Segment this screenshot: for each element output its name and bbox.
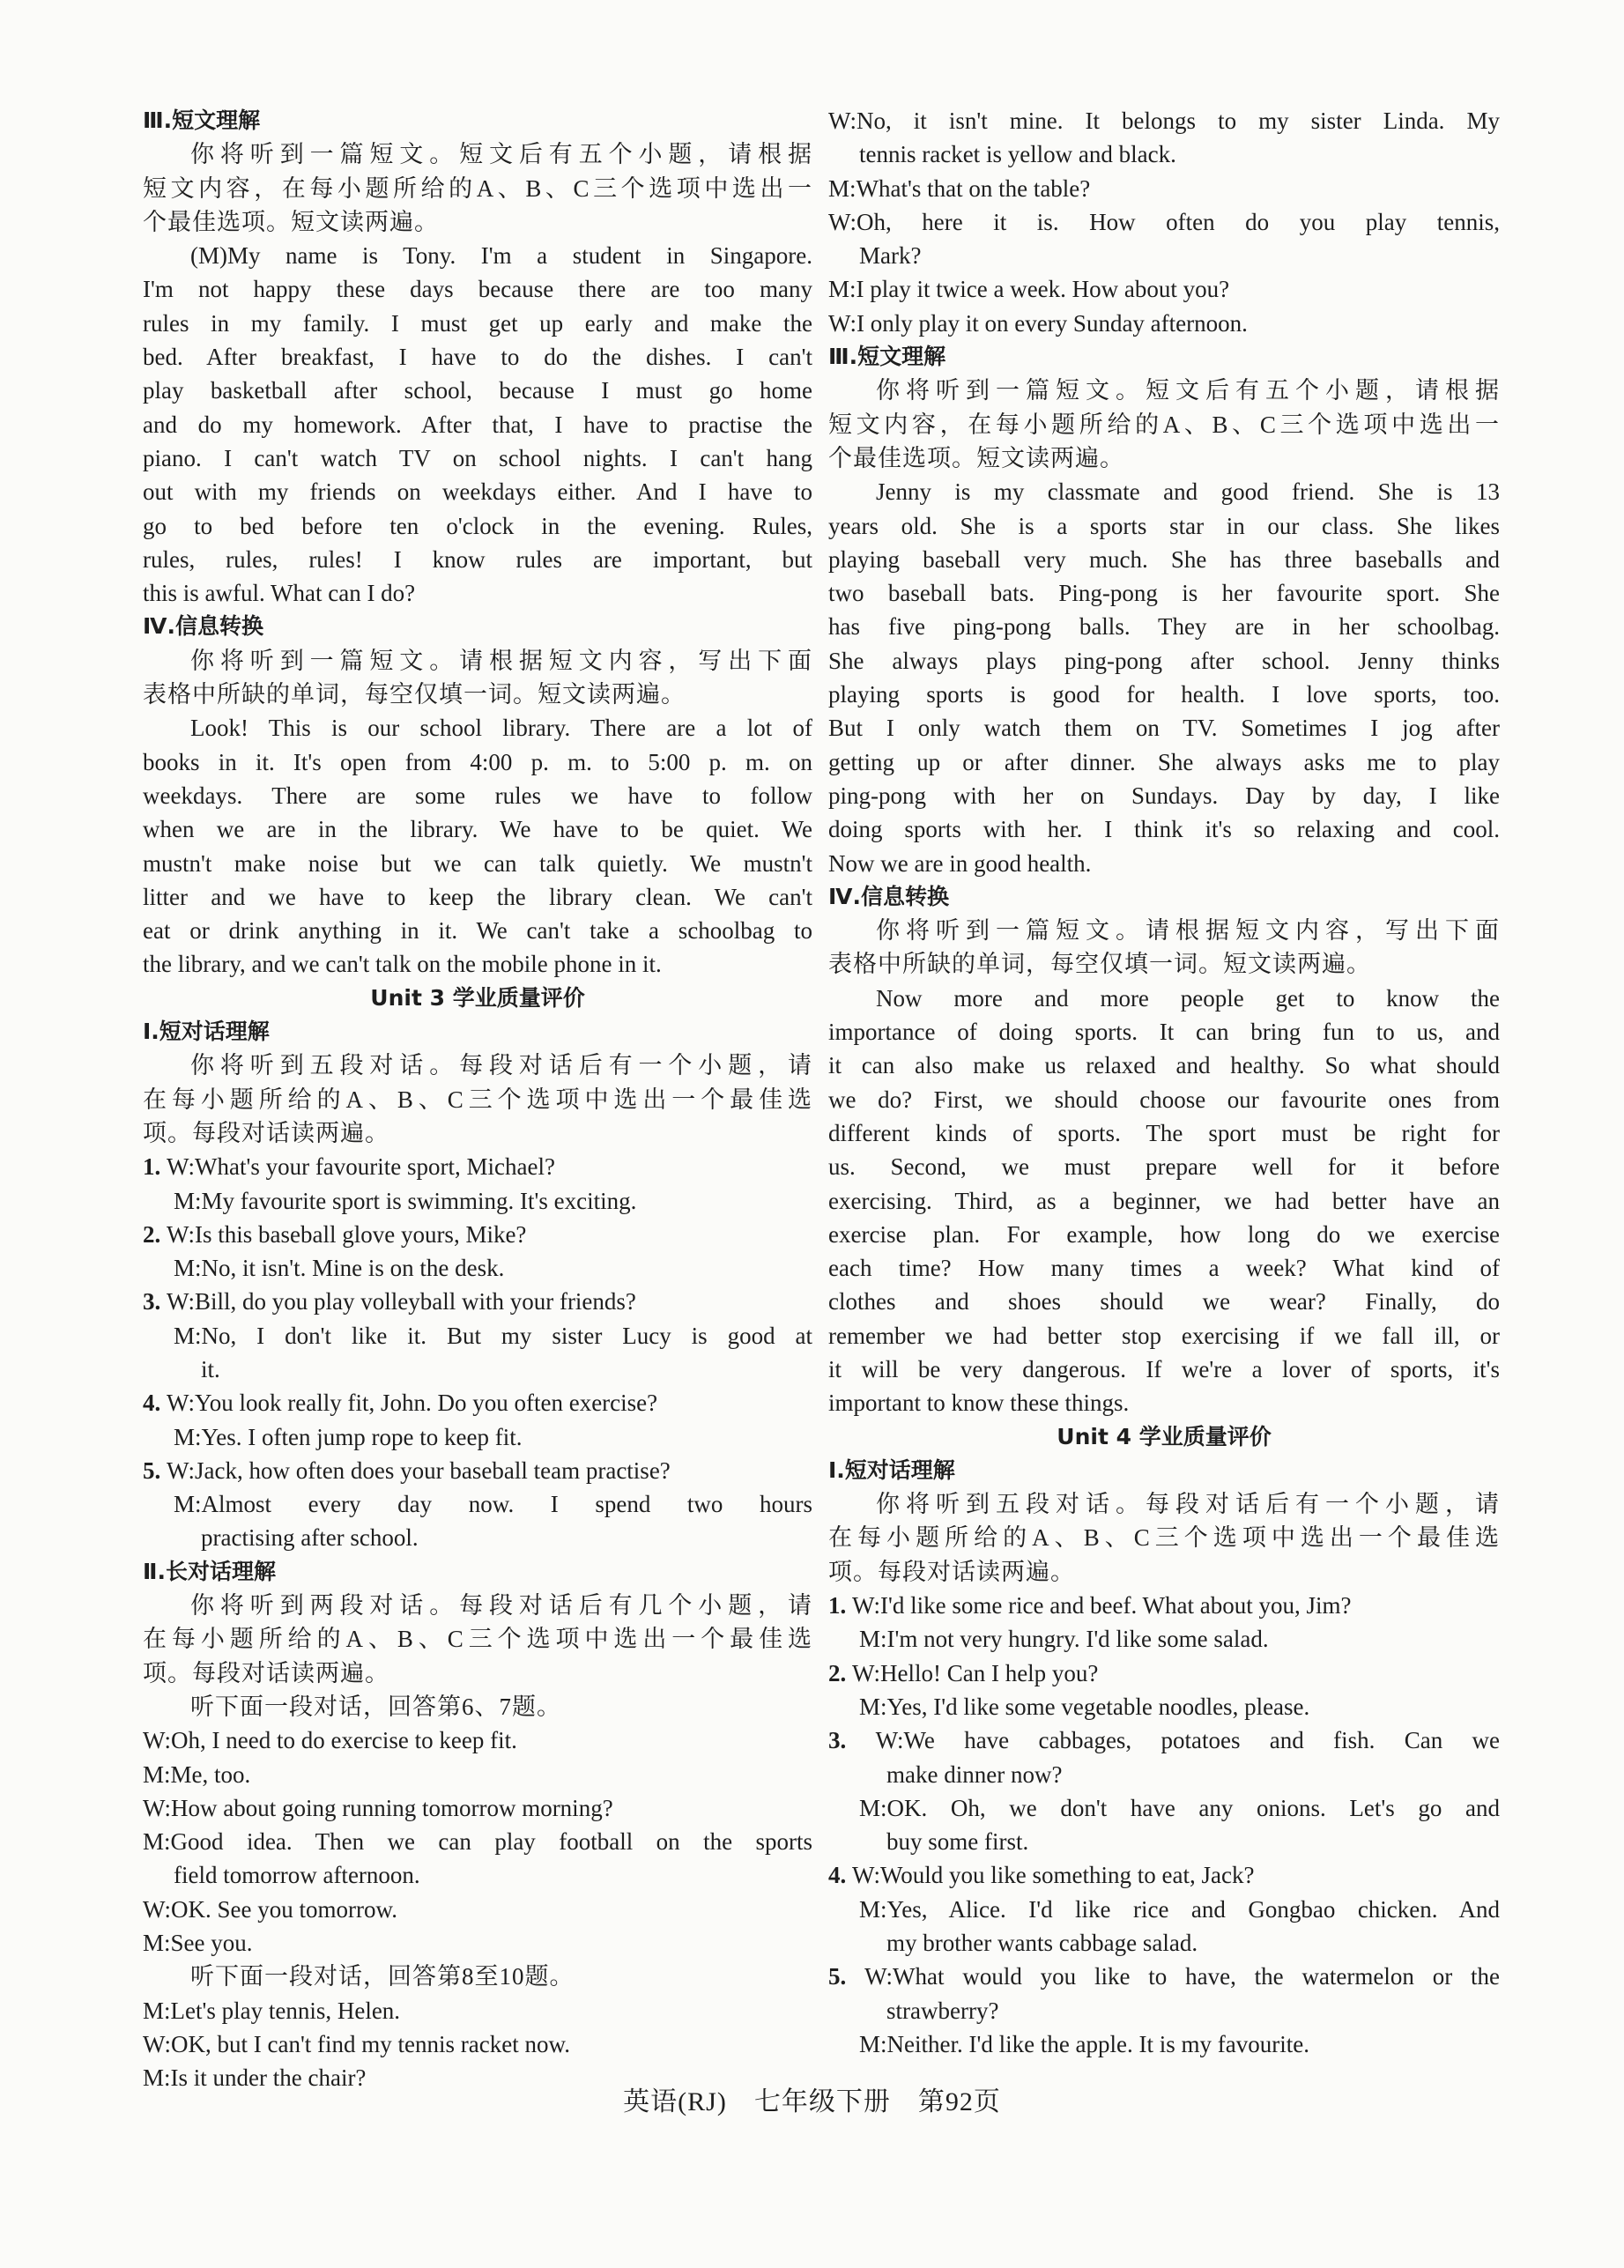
line-text: 你将听到一篇短文。短文后有五个小题，请根据 — [876, 377, 1500, 404]
text-line — [143, 947, 812, 981]
line-text: make dinner now? — [886, 1760, 1063, 1788]
text-line — [828, 1083, 1500, 1116]
line-text: 你将听到一篇短文。请根据短文内容，写出下面 — [876, 917, 1500, 945]
text-line — [828, 1184, 1500, 1218]
line-text: W:You look really fit, John. Do you often exercise? — [167, 1390, 658, 1417]
line-text: has five ping-pong balls. They are in her schoolbag. — [828, 613, 1500, 641]
text-line — [828, 374, 1500, 407]
text-line — [828, 1150, 1500, 1183]
section-heading — [828, 340, 1500, 374]
text-line — [828, 1353, 1500, 1386]
line-text: 你将听到两段对话。每段对话后有几个小题，请 — [190, 1592, 812, 1619]
text-line — [828, 475, 1500, 508]
line-text: different kinds of sports. The sport must be right for — [828, 1119, 1500, 1146]
text-line — [143, 272, 812, 306]
text-line — [143, 779, 812, 812]
text-line — [143, 2027, 812, 2061]
line-text: doing sports with her. I think it's so relaxing and cool. — [828, 816, 1500, 843]
text-line — [143, 678, 812, 711]
unit-title — [828, 1420, 1500, 1454]
text-line — [828, 1825, 1500, 1858]
text-line — [143, 1150, 812, 1183]
text-line — [143, 1622, 812, 1656]
text-line — [828, 1690, 1500, 1723]
line-text: field tomorrow afternoon. — [174, 1862, 420, 1889]
text-line — [143, 1487, 812, 1521]
text-line — [828, 1960, 1500, 1993]
line-text: M:Me, too. — [143, 1760, 251, 1788]
line-text: strawberry? — [886, 1997, 999, 2024]
text-line — [828, 644, 1500, 678]
line-text: it will be very dangerous. If we're a lover of sports, it's — [828, 1355, 1500, 1382]
line-text: books in it. It's open from 4:00 p. m. to 5:00 p. m. on — [143, 748, 812, 775]
text-line — [828, 1487, 1500, 1521]
text-line — [143, 1319, 812, 1353]
line-text: when we are in the library. We have to be quiet. We — [143, 816, 812, 843]
line-text: W:No, it isn't mine. It belongs to my sister Linda. My — [828, 107, 1500, 134]
line-text: M:No, it isn't. Mine is on the desk. — [174, 1255, 505, 1282]
text-line — [828, 1758, 1500, 1791]
text-line — [143, 1285, 812, 1318]
line-text: Ⅳ.信息转换 — [828, 883, 949, 909]
item-number: 5. — [143, 1456, 167, 1484]
line-text: two baseball bats. Ping-pong is her favourite sport. She — [828, 580, 1500, 607]
text-line — [828, 711, 1500, 745]
item-number: 3. — [143, 1288, 167, 1316]
text-line — [143, 1791, 812, 1825]
text-line — [143, 374, 812, 407]
text-line — [143, 172, 812, 205]
line-text: ping-pong with her on Sundays. Day by day, I like — [828, 782, 1500, 809]
text-line — [143, 509, 812, 543]
text-line — [143, 1454, 812, 1487]
text-line — [828, 205, 1500, 239]
line-text: M:My favourite sport is swimming. It's exciting. — [174, 1187, 637, 1214]
text-line — [828, 543, 1500, 576]
text-line — [828, 1622, 1500, 1656]
line-text: remember we had better stop exercising if we fall ill, or — [828, 1322, 1500, 1349]
line-text: practising after school. — [201, 1524, 419, 1552]
line-text: 短文内容，在每小题所给的A、B、C三个选项中选出一 — [143, 174, 812, 202]
text-line — [828, 1015, 1500, 1049]
text-line — [143, 137, 812, 171]
line-text: M:No, I don't like it. But my sister Lucy is good at — [174, 1322, 812, 1349]
text-line — [143, 1353, 812, 1386]
line-text: M:Yes, Alice. I'd like rice and Gongbao chicken. And — [859, 1895, 1500, 1923]
item-number: 1. — [828, 1592, 852, 1619]
line-text: W:What's your favourite sport, Michael? — [167, 1153, 555, 1181]
line-text: 你将听到五段对话。每段对话后有一个小题，请 — [876, 1491, 1500, 1518]
line-text: M:What's that on the table? — [828, 174, 1091, 202]
text-line — [143, 1960, 812, 1993]
text-line — [143, 1825, 812, 1858]
line-text: 在每小题所给的A、B、C三个选项中选出一个最佳选 — [828, 1524, 1500, 1552]
text-line — [828, 1049, 1500, 1082]
line-text: play basketball after school, because I must go home — [143, 377, 812, 404]
text-line — [828, 847, 1500, 880]
line-text: M:I play it twice a week. How about you? — [828, 276, 1230, 303]
line-text: 听下面一段对话，回答第8至10题。 — [190, 1963, 575, 1990]
section-heading — [143, 610, 812, 643]
line-text: exercising. Third, as a beginner, we had better have an — [828, 1187, 1500, 1214]
line-text: each time? How many times a week? What kind of — [828, 1255, 1500, 1282]
section-heading — [828, 1454, 1500, 1487]
text-line — [828, 1791, 1500, 1825]
text-line — [143, 1758, 812, 1791]
text-line — [828, 1657, 1500, 1690]
text-line — [143, 847, 812, 880]
section-heading — [828, 880, 1500, 914]
line-text: it. — [201, 1355, 220, 1382]
line-text: W:Would you like something to eat, Jack? — [852, 1862, 1255, 1889]
text-line — [828, 509, 1500, 543]
line-text: 表格中所缺的单词，每空仅填一词。短文读两遍。 — [143, 681, 686, 708]
line-text: W:We have cabbages, potatoes and fish. Can we — [875, 1727, 1500, 1754]
text-line — [143, 644, 812, 678]
line-text: Look! This is our school library. There are a lot of — [190, 715, 812, 742]
line-text: go to bed before ten o'clock in the evening. Rules, — [143, 512, 812, 539]
text-line — [828, 1589, 1500, 1622]
line-text: playing baseball very much. She has three baseballs and — [828, 545, 1500, 573]
text-line — [143, 1083, 812, 1116]
text-line — [143, 239, 812, 272]
text-line — [143, 1926, 812, 1960]
right-column — [828, 104, 1500, 2061]
line-text: W:I only play it on every Sunday afternoon. — [828, 309, 1248, 337]
text-line — [143, 543, 812, 576]
text-line — [828, 745, 1500, 779]
line-text: exercise plan. For example, how long do we exercise — [828, 1220, 1500, 1248]
text-line — [828, 1218, 1500, 1251]
line-text: we do? First, we should choose our favourite ones from — [828, 1086, 1500, 1113]
line-text: M:Good idea. Then we can play football on the sports — [143, 1828, 812, 1856]
line-text: Now more and more people get to know the — [876, 984, 1500, 1012]
line-text: W:Oh, here it is. How often do you play tennis, — [828, 208, 1500, 235]
text-line — [828, 239, 1500, 272]
text-line — [143, 576, 812, 610]
line-text: importance of doing sports. It can bring fun to us, and — [828, 1019, 1500, 1046]
text-line — [828, 408, 1500, 441]
text-line — [828, 1521, 1500, 1554]
line-text: buy some first. — [886, 1828, 1029, 1856]
line-text: W:Hello! Can I help you? — [852, 1659, 1099, 1686]
line-text: W:How about going running tomorrow morning? — [143, 1794, 613, 1821]
line-text: W:Bill, do you play volleyball with your friends? — [167, 1288, 636, 1316]
line-text: W:OK. See you tomorrow. — [143, 1895, 397, 1923]
text-line — [828, 1251, 1500, 1285]
line-text: it can also make us relaxed and healthy. So what should — [828, 1052, 1500, 1079]
line-text: the library, and we can't talk on the mobile phone in it. — [143, 951, 662, 978]
line-text: 你将听到五段对话。每段对话后有一个小题，请 — [190, 1052, 812, 1079]
text-line — [828, 441, 1500, 475]
line-text: my brother wants cabbage salad. — [886, 1930, 1198, 1957]
line-text: rules, rules, rules! I know rules are important, but — [143, 545, 812, 573]
line-text: 在每小题所给的A、B、C三个选项中选出一个最佳选 — [143, 1086, 812, 1113]
line-text: litter and we have to keep the library clean. We can't — [143, 883, 812, 910]
line-text: clothes and shoes should we wear? Finally, do — [828, 1288, 1500, 1316]
line-text: M:Neither. I'd like the apple. It is my favourite. — [859, 2030, 1309, 2057]
line-text: M:Yes, I'd like some vegetable noodles, please. — [859, 1693, 1310, 1720]
text-line — [143, 1420, 812, 1454]
line-text: (M)My name is Tony. I'm a student in Singapore. — [190, 242, 812, 270]
line-text: tennis racket is yellow and black. — [859, 141, 1176, 168]
left-column — [143, 104, 812, 2095]
line-text: Unit 4 学业质量评价 — [1057, 1423, 1272, 1449]
line-text: 听下面一段对话，回答第6、7题。 — [190, 1693, 561, 1720]
line-text: Now we are in good health. — [828, 849, 1092, 877]
text-line — [828, 1893, 1500, 1926]
section-heading — [143, 104, 812, 137]
line-text: us. Second, we must prepare well for it before — [828, 1153, 1500, 1181]
text-line — [143, 1218, 812, 1251]
line-text: She always plays ping-pong after school. Jenny thinks — [828, 647, 1500, 674]
text-line — [143, 408, 812, 441]
line-text: W:What would you like to have, the watermelon or the — [864, 1963, 1500, 1990]
text-line — [143, 880, 812, 914]
line-text: Ⅰ.短对话理解 — [143, 1019, 270, 1045]
text-line — [828, 1285, 1500, 1318]
line-text: M:See you. — [143, 1930, 253, 1957]
item-number: 2. — [828, 1659, 852, 1686]
text-line — [143, 1723, 812, 1757]
text-line — [828, 1319, 1500, 1353]
line-text: Mark? — [859, 242, 922, 270]
line-text: 项。每段对话读两遍。 — [143, 1119, 389, 1146]
text-line — [828, 1858, 1500, 1892]
unit-title — [143, 982, 812, 1015]
text-line — [143, 340, 812, 374]
line-text: out with my friends on weekdays either. And I have to — [143, 478, 812, 506]
item-number: 2. — [143, 1220, 167, 1248]
line-text: rules in my family. I must get up early and make the — [143, 309, 812, 337]
line-text: weekdays. There are some rules we have to follow — [143, 782, 812, 809]
item-number: 4. — [828, 1862, 852, 1889]
line-text: M:OK. Oh, we don't have any onions. Let's go and — [859, 1794, 1500, 1821]
text-line — [828, 1386, 1500, 1419]
line-text: Ⅲ.短文理解 — [143, 107, 261, 133]
text-line — [828, 678, 1500, 711]
line-text: W:Oh, I need to do exercise to keep fit. — [143, 1727, 517, 1754]
line-text: 你将听到一篇短文。请根据短文内容，写出下面 — [190, 647, 812, 674]
line-text: I'm not happy these days because there are too many — [143, 276, 812, 303]
line-text: playing sports is good for health. I love sports, too. — [828, 681, 1500, 708]
section-heading — [143, 1555, 812, 1589]
text-line — [143, 1184, 812, 1218]
text-line — [143, 1858, 812, 1892]
line-text: important to know these things. — [828, 1390, 1130, 1417]
section-heading — [143, 1015, 812, 1049]
text-line — [828, 947, 1500, 981]
line-text: W:Is this baseball glove yours, Mike? — [167, 1220, 527, 1248]
line-text: M:Is it under the chair? — [143, 2064, 367, 2092]
line-text: Jenny is my classmate and good friend. She is 13 — [876, 478, 1500, 506]
text-line — [828, 1116, 1500, 1150]
line-text: mustn't make noise but we can talk quietly. We mustn't — [143, 849, 812, 877]
text-line — [143, 1251, 812, 1285]
text-line — [828, 104, 1500, 137]
text-line — [828, 2027, 1500, 2061]
text-line — [143, 1386, 812, 1419]
line-text: W:I'd like some rice and beef. What about you, Jim? — [852, 1592, 1352, 1619]
text-line — [828, 576, 1500, 610]
line-text: years old. She is a sports star in our class. She likes — [828, 512, 1500, 539]
line-text: 表格中所缺的单词，每空仅填一词。短文读两遍。 — [828, 951, 1371, 978]
line-text: this is awful. What can I do? — [143, 580, 416, 607]
text-line — [143, 1690, 812, 1723]
text-line — [828, 812, 1500, 846]
text-line — [828, 272, 1500, 306]
item-number: 4. — [143, 1390, 167, 1417]
text-line — [828, 137, 1500, 171]
line-text: Ⅰ.短对话理解 — [828, 1456, 955, 1483]
line-text: getting up or after dinner. She always asks me to play — [828, 748, 1500, 775]
text-line — [143, 441, 812, 475]
text-line — [143, 1589, 812, 1622]
line-text: Ⅲ.短文理解 — [828, 344, 946, 370]
line-text: W:Jack, how often does your baseball team practise? — [167, 1456, 671, 1484]
line-text: 你将听到一篇短文。短文后有五个小题，请根据 — [190, 141, 812, 168]
text-line — [143, 1049, 812, 1082]
text-line — [828, 1926, 1500, 1960]
text-line — [143, 1994, 812, 2027]
line-text: piano. I can't watch TV on school nights. I can't hang — [143, 444, 812, 471]
text-line — [143, 205, 812, 239]
text-line — [828, 307, 1500, 340]
text-line — [828, 779, 1500, 812]
line-text: But I only watch them on TV. Sometimes I jog after — [828, 715, 1500, 742]
line-text: Unit 3 学业质量评价 — [370, 984, 585, 1011]
text-line — [828, 1994, 1500, 2027]
line-text: 在每小题所给的A、B、C三个选项中选出一个最佳选 — [143, 1626, 812, 1653]
item-number: 1. — [143, 1153, 167, 1181]
line-text: W:OK, but I can't find my tennis racket now. — [143, 2030, 570, 2057]
line-text: M:Yes. I often jump rope to keep fit. — [174, 1423, 523, 1450]
line-text: M:Let's play tennis, Helen. — [143, 1997, 401, 2024]
text-line — [143, 1893, 812, 1926]
page-footer: 英语(RJ) 七年级下册 第92页 — [623, 2087, 1001, 2116]
line-text: bed. After breakfast, I have to do the dishes. I can't — [143, 344, 812, 371]
text-line — [143, 1657, 812, 1690]
line-text: eat or drink anything in it. We can't take a schoolbag to — [143, 917, 812, 945]
text-line — [828, 172, 1500, 205]
text-line — [143, 475, 812, 508]
line-text: 个最佳选项。短文读两遍。 — [828, 444, 1124, 471]
item-number: 5. — [828, 1963, 865, 1990]
line-text: Ⅱ.长对话理解 — [143, 1558, 276, 1584]
text-line — [828, 1723, 1500, 1757]
text-line — [143, 1116, 812, 1150]
line-text: and do my homework. After that, I have to practise the — [143, 411, 812, 438]
line-text: M:I'm not very hungry. I'd like some salad. — [859, 1626, 1269, 1653]
line-text: Ⅳ.信息转换 — [143, 613, 263, 640]
text-line — [143, 745, 812, 779]
text-line — [143, 1521, 812, 1554]
text-line — [828, 1555, 1500, 1589]
line-text: 个最佳选项。短文读两遍。 — [143, 208, 439, 235]
text-line — [143, 812, 812, 846]
item-number: 3. — [828, 1727, 876, 1754]
line-text: 项。每段对话读两遍。 — [143, 1659, 389, 1686]
line-text: M:Almost every day now. I spend two hours — [174, 1491, 812, 1518]
line-text: 短文内容，在每小题所给的A、B、C三个选项中选出一 — [828, 411, 1500, 438]
text-line — [828, 982, 1500, 1015]
line-text: 项。每段对话读两遍。 — [828, 1558, 1075, 1585]
text-line — [828, 914, 1500, 947]
text-line — [143, 914, 812, 947]
text-line — [143, 711, 812, 745]
text-line — [143, 307, 812, 340]
text-line — [828, 610, 1500, 643]
